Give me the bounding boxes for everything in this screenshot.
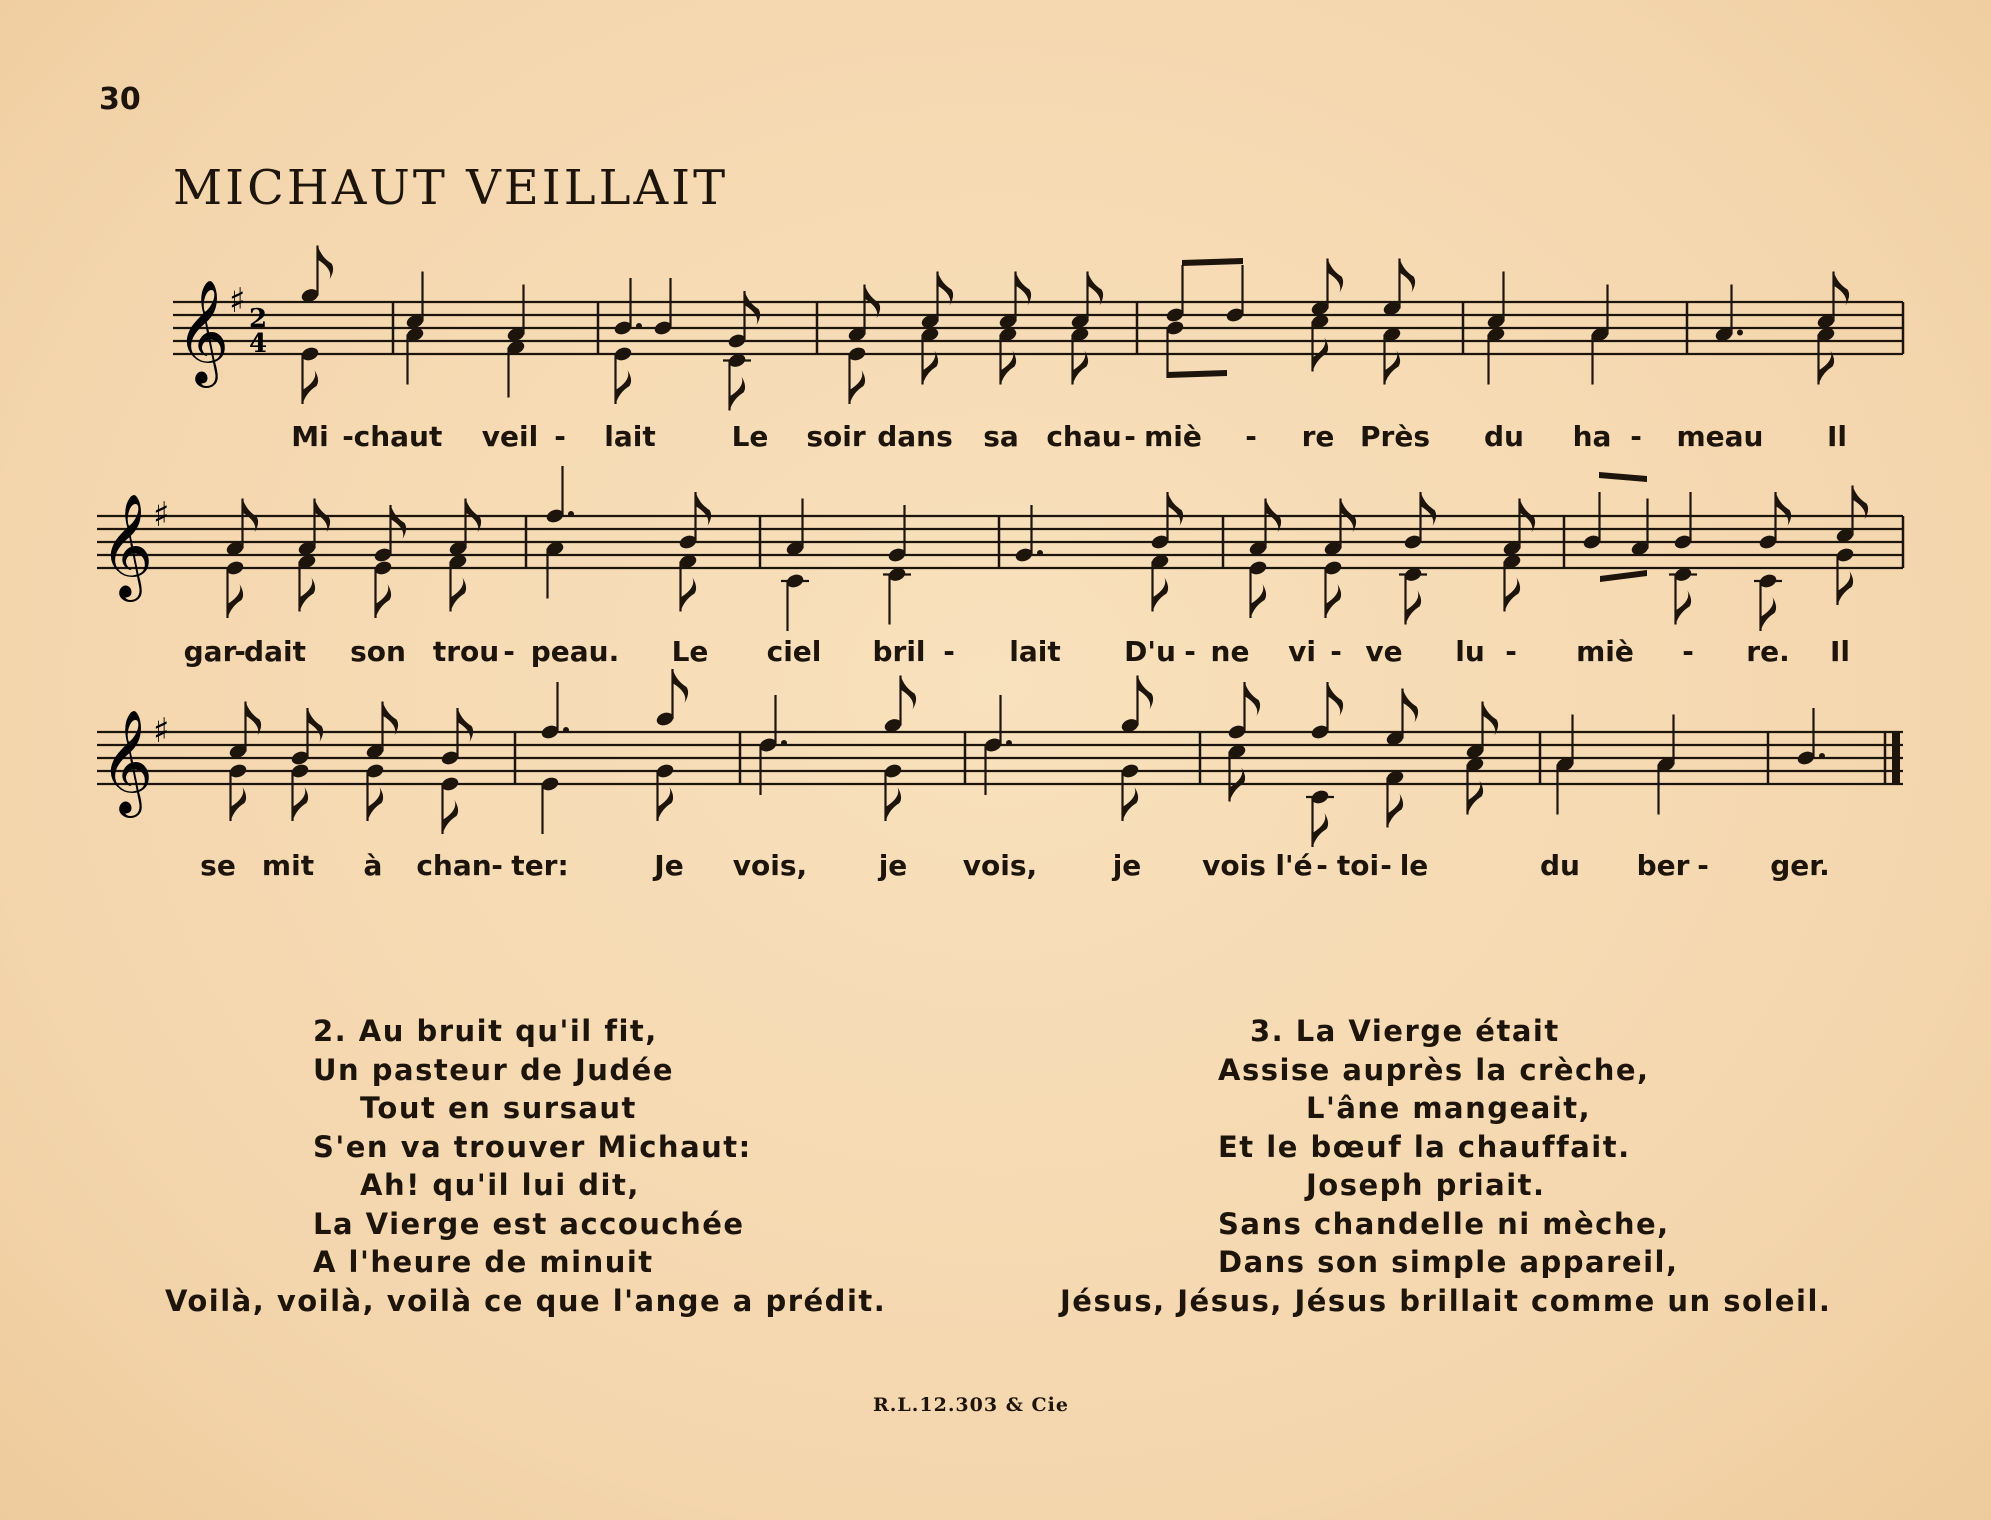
- note-head: [613, 345, 633, 404]
- note-head: [300, 345, 320, 404]
- page-number: 30: [99, 82, 141, 117]
- note-head: [1486, 272, 1506, 331]
- note-head: [883, 676, 916, 735]
- lyric-hyphen: -: [342, 420, 354, 453]
- lyric-syllable: vois,: [962, 849, 1038, 882]
- lyric-syllable: peau.: [530, 635, 620, 668]
- lyric-syllable: ger.: [1770, 849, 1830, 882]
- lyric-syllable: re: [1301, 420, 1335, 453]
- note-head: [1502, 499, 1535, 558]
- key-signature-sharp-icon: ♯: [229, 281, 246, 321]
- note-head: [883, 762, 903, 821]
- lyric-syllable: vois: [1202, 849, 1266, 882]
- note-head: [1323, 559, 1343, 618]
- note-head: [1399, 566, 1427, 625]
- lyric-syllable: trou: [432, 635, 500, 668]
- verse-line: 3. La Vierge était: [1250, 1014, 1560, 1048]
- note-head: [1590, 326, 1610, 385]
- lyric-syllable: vois,: [732, 849, 808, 882]
- treble-clef-icon: 𝄞: [100, 709, 154, 814]
- note-head: [1310, 259, 1343, 318]
- note-head: [506, 285, 526, 344]
- beam: [1167, 370, 1227, 378]
- lyric-hyphen: -: [1380, 849, 1392, 882]
- note-head: [1754, 572, 1782, 631]
- lyric-syllable: lait: [604, 420, 656, 453]
- note-head: [1070, 326, 1090, 385]
- staff-2: [0, 470, 1991, 640]
- lyric-hyphen: -: [1682, 635, 1694, 668]
- note-head: [1070, 272, 1103, 331]
- note-head: [1816, 326, 1836, 385]
- lyric-syllable: Mi: [291, 420, 329, 453]
- note-head: [365, 762, 385, 821]
- note-head: [545, 466, 574, 525]
- note-head: [545, 540, 565, 599]
- note-head: [297, 553, 317, 612]
- lyric-syllable: je: [1112, 849, 1142, 882]
- staff-3: [0, 680, 1991, 850]
- lyric-hyphen: -: [1184, 635, 1196, 668]
- note-head: [785, 499, 805, 558]
- note-head: [1835, 486, 1868, 545]
- note-head: [1382, 259, 1415, 318]
- note-head: [1310, 313, 1330, 372]
- note-head: [448, 499, 481, 558]
- lyric-syllable: lu: [1455, 635, 1485, 668]
- treble-clef-icon: 𝄞: [100, 493, 154, 598]
- lyric-syllable: chau: [1046, 420, 1122, 453]
- lyrics-line-2: [0, 635, 1991, 675]
- note-head: [1669, 566, 1697, 625]
- lyric-syllable: Je: [654, 849, 684, 882]
- note-head: [1835, 546, 1855, 605]
- note-head: [1714, 285, 1743, 344]
- note-head: [1816, 272, 1849, 331]
- lyric-syllable: du: [1540, 849, 1580, 882]
- lyric-hyphen: -: [1697, 849, 1709, 882]
- note-head: [1465, 702, 1498, 761]
- printer-mark: R.L.12.303 & Cie: [873, 1394, 1069, 1416]
- note-head: [781, 572, 809, 631]
- lyric-syllable: lait: [1009, 635, 1061, 668]
- lyric-syllable: ber: [1636, 849, 1690, 882]
- lyric-syllable: son: [350, 635, 406, 668]
- lyric-syllable: à: [363, 849, 383, 882]
- note-head: [373, 559, 393, 618]
- lyric-hyphen: -: [943, 635, 955, 668]
- note-head: [883, 566, 911, 625]
- lyric-hyphen: -: [503, 635, 515, 668]
- staff-1: [0, 260, 1991, 420]
- verse-line: S'en va trouver Michaut:: [313, 1129, 752, 1164]
- note-head: [1385, 689, 1418, 748]
- note-head: [655, 762, 675, 821]
- beam: [1182, 258, 1243, 266]
- note-head: [920, 326, 940, 385]
- lyric-syllable: veil: [481, 420, 539, 453]
- treble-clef-icon: 𝄞: [176, 279, 230, 384]
- verse-line: Assise auprès la crèche,: [1218, 1052, 1650, 1087]
- lyric-syllable: l'é: [1275, 849, 1313, 882]
- lyric-hyphen: -: [554, 420, 566, 453]
- note-head: [1555, 756, 1575, 815]
- note-head: [290, 762, 310, 821]
- lyric-syllable: meau: [1676, 420, 1764, 453]
- verse-line: Dans son simple appareil,: [1218, 1245, 1679, 1279]
- note-head: [1582, 492, 1602, 551]
- song-title: MICHAUT VEILLAIT: [173, 160, 729, 216]
- note-head: [297, 499, 330, 558]
- note-head: [1385, 769, 1405, 828]
- lyric-syllable: ciel: [766, 635, 822, 668]
- verse-3: [1060, 1012, 1831, 1320]
- note-head: [655, 669, 688, 728]
- note-head: [1227, 743, 1247, 802]
- key-signature-sharp-icon: ♯: [153, 495, 170, 535]
- lyric-syllable: vi: [1288, 635, 1316, 668]
- lyric-syllable: toi: [1336, 849, 1380, 882]
- note-head: [1630, 499, 1650, 558]
- note-head: [1165, 319, 1185, 378]
- note-head: [723, 352, 751, 411]
- lyric-syllable: Près: [1360, 420, 1430, 453]
- lyric-hyphen: -: [234, 635, 246, 668]
- note-head: [1248, 559, 1268, 618]
- beam: [1600, 570, 1647, 582]
- lyric-syllable: D'u: [1124, 635, 1176, 668]
- lyric-hyphen: -: [1124, 420, 1136, 453]
- note-head: [228, 702, 261, 761]
- note-head: [920, 272, 953, 331]
- note-head: [613, 278, 642, 337]
- verse-line: Et le bœuf la chauffait.: [1218, 1129, 1631, 1164]
- lyric-syllable: dans: [877, 420, 953, 453]
- note-head: [1306, 788, 1334, 847]
- lyric-syllable: Il: [1829, 635, 1851, 668]
- note-head: [1796, 708, 1825, 767]
- note-head: [1120, 762, 1140, 821]
- note-head: [1656, 756, 1676, 815]
- lyric-syllable: miè: [1576, 635, 1634, 668]
- note-head: [1465, 756, 1485, 815]
- note-head: [1486, 326, 1506, 385]
- lyrics-line-1: [0, 420, 1991, 460]
- lyric-syllable: soir: [806, 420, 866, 453]
- lyric-syllable: chaut: [353, 420, 443, 453]
- note-head: [1248, 499, 1281, 558]
- lyric-hyphen: -: [1630, 420, 1642, 453]
- lyric-syllable: mit: [261, 849, 315, 882]
- verse-line: 2. Au bruit qu'il fit,: [313, 1014, 658, 1048]
- note-head: [998, 272, 1031, 331]
- note-head: [847, 345, 867, 404]
- note-head: [847, 285, 880, 344]
- note-head: [887, 505, 907, 564]
- lyric-syllable: se: [200, 849, 236, 882]
- lyric-syllable: dait: [244, 635, 306, 668]
- beam: [1599, 472, 1647, 482]
- verse-line: Voilà, voilà, voilà ce que l'ange a prédit.: [165, 1283, 887, 1318]
- note-head: [1165, 265, 1185, 324]
- verse-line: Ah! qu'il lui dit,: [360, 1168, 640, 1202]
- note-head: [1323, 499, 1356, 558]
- lyric-syllable: chan: [416, 849, 492, 882]
- lyric-syllable: gar: [183, 635, 237, 668]
- note-head: [1120, 676, 1153, 735]
- lyric-syllable: bril: [872, 635, 926, 668]
- verse-line: Sans chandelle ni mèche,: [1218, 1206, 1670, 1241]
- note-head: [405, 326, 425, 385]
- note-head: [440, 775, 460, 834]
- note-head: [1382, 326, 1402, 385]
- note-head: [540, 682, 569, 741]
- verse-line: A l'heure de minuit: [313, 1245, 654, 1279]
- note-head: [225, 499, 258, 558]
- note-head: [506, 339, 526, 398]
- lyrics-line-3: [0, 849, 1991, 889]
- lyric-syllable: miè: [1144, 420, 1202, 453]
- lyric-hyphen: -: [1505, 635, 1517, 668]
- note-head: [300, 246, 333, 305]
- lyric-syllable: du: [1484, 420, 1524, 453]
- lyric-syllable: ha: [1572, 420, 1612, 453]
- note-head: [983, 736, 1003, 795]
- key-signature-sharp-icon: ♯: [153, 711, 170, 751]
- lyric-syllable: re.: [1746, 635, 1790, 668]
- note-head: [998, 326, 1018, 385]
- note-head: [1014, 505, 1043, 564]
- lyric-syllable: sa: [983, 420, 1019, 453]
- lyric-syllable: je: [878, 849, 908, 882]
- verse-2: [165, 1012, 886, 1320]
- note-head: [228, 762, 248, 821]
- note-head: [448, 553, 468, 612]
- lyric-hyphen: -: [1330, 635, 1342, 668]
- lyric-hyphen: -: [1316, 849, 1328, 882]
- note-head: [1502, 553, 1522, 612]
- note-head: [1673, 492, 1693, 551]
- lyric-syllable: Le: [731, 420, 769, 453]
- note-head: [225, 559, 245, 618]
- lyric-syllable: ne: [1210, 635, 1250, 668]
- lyric-syllable: Il: [1826, 420, 1848, 453]
- lyric-hyphen: -: [491, 849, 503, 882]
- note-head: [678, 553, 698, 612]
- verse-line: Joseph priait.: [1306, 1168, 1546, 1202]
- lyric-syllable: Le: [671, 635, 709, 668]
- note-head: [405, 272, 425, 331]
- note-head: [653, 278, 673, 337]
- verse-line: Tout en sursaut: [360, 1091, 637, 1125]
- lyric-hyphen: -: [1245, 420, 1257, 453]
- time-signature-denominator: 4: [249, 329, 268, 359]
- time-signature-numerator: 2: [249, 304, 268, 334]
- note-head: [365, 702, 398, 761]
- verse-line: L'âne mangeait,: [1306, 1091, 1592, 1125]
- lyric-syllable: ter:: [511, 849, 569, 882]
- lyric-syllable: ve: [1365, 635, 1403, 668]
- note-head: [758, 736, 778, 795]
- lyric-syllable: le: [1399, 849, 1429, 882]
- verse-line: La Vierge est accouchée: [313, 1206, 745, 1241]
- note-head: [1225, 265, 1245, 324]
- note-head: [540, 775, 560, 834]
- verse-line: Jésus, Jésus, Jésus brillait comme un soleil.: [1060, 1283, 1832, 1318]
- note-head: [1150, 553, 1170, 612]
- verse-line: Un pasteur de Judée: [313, 1052, 675, 1087]
